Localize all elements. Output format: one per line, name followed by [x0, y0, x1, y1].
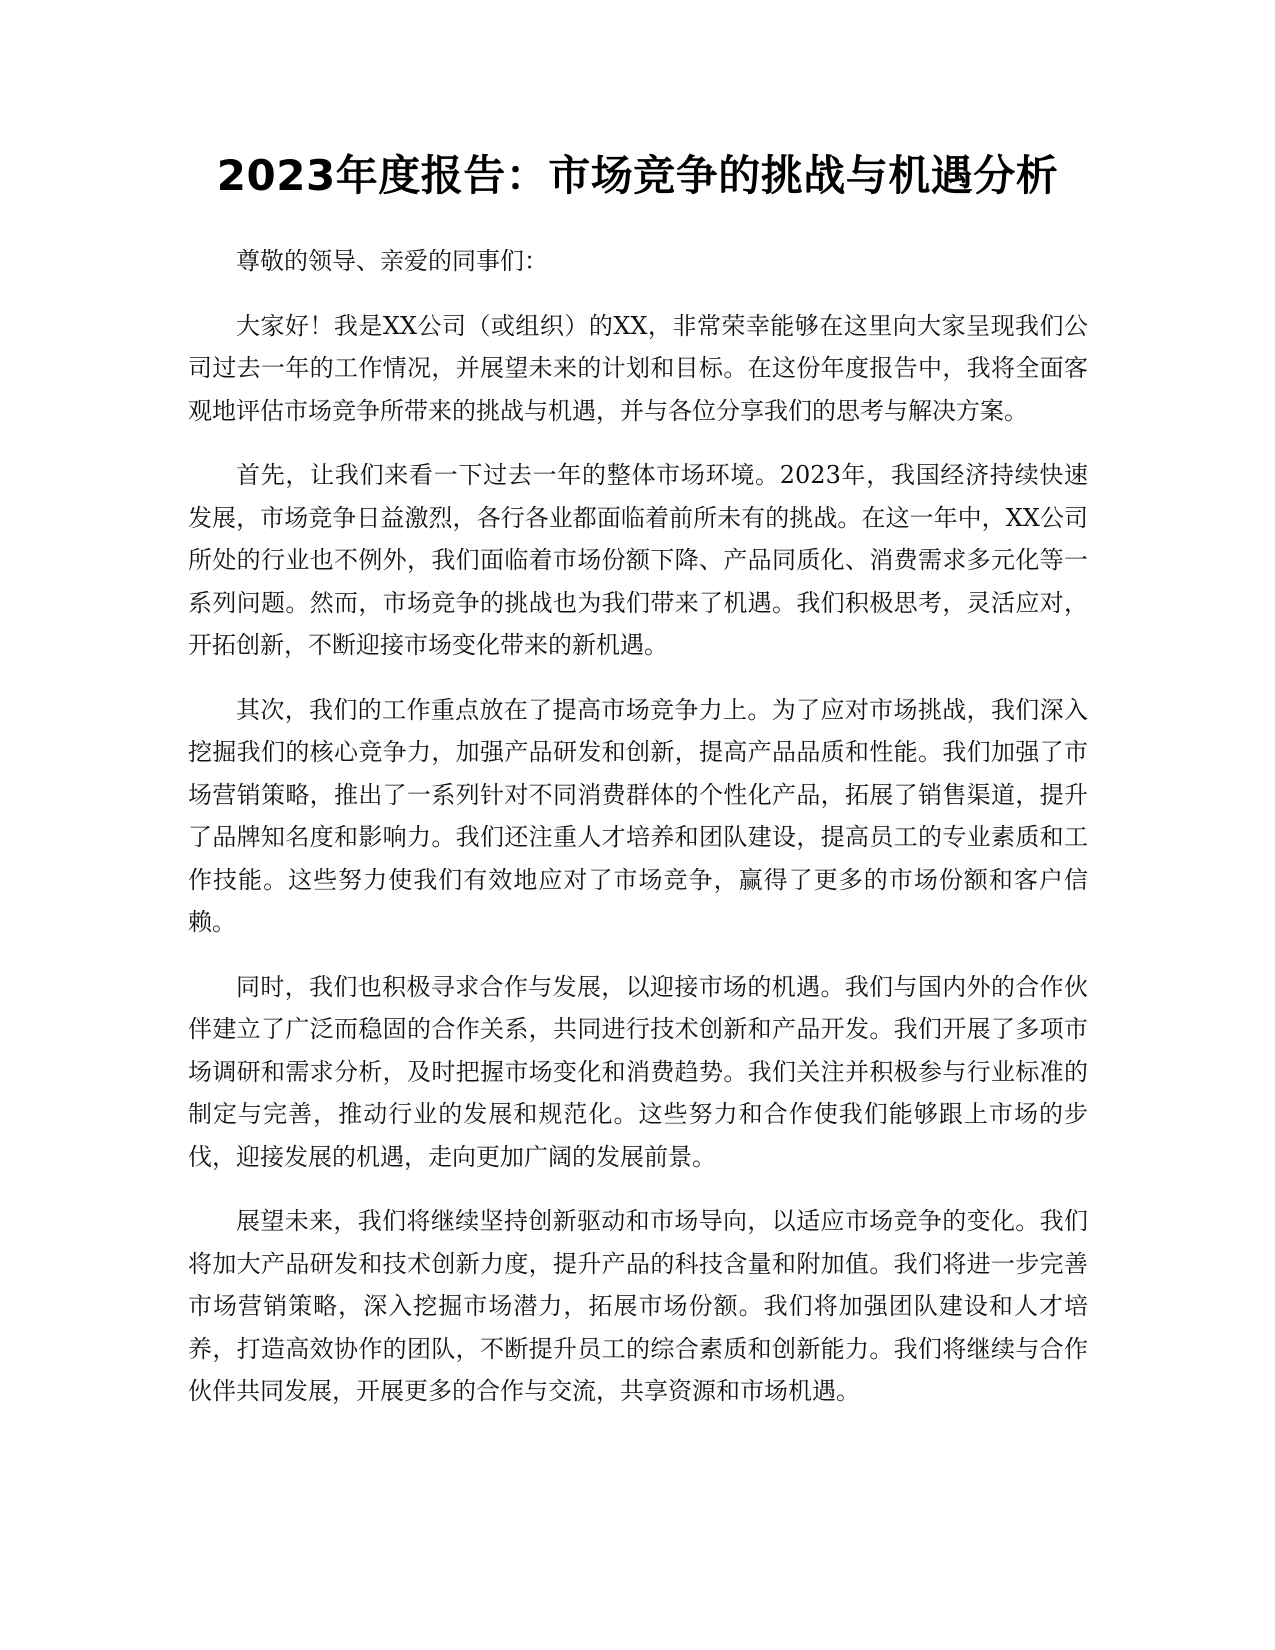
paragraph-outlook: 展望未来，我们将继续坚持创新驱动和市场导向，以适应市场竞争的变化。我们将加大产品研发和技术创新力度，提升产品的科技含量和附加值。我们将进一步完善市场营销策略，深入挖掘市场潜力，拓展市场份额。我们将加强团队建设和人才培养，打造高效协作的团队，不断提升员工的综合素质和创新能力。我们将继续与合作伙伴共同发展，开展更多的合作与交流，共享资源和市场机遇。: [188, 1207, 1088, 1405]
paragraph-competitiveness: 其次，我们的工作重点放在了提高市场竞争力上。为了应对市场挑战，我们深入挖掘我们的核心竞争力，加强产品研发和创新，提高产品品质和性能。我们加强了市场营销策略，推出了一系列针对不同消费群体的个性化产品，拓展了销售渠道，提升了品牌知名度和影响力。我们还注重人才培养和团队建设，提高员工的专业素质和工作技能。这些努力使我们有效地应对了市场竞争，赢得了更多的市场份额和客户信赖。: [188, 695, 1088, 936]
document-body: [188, 240, 1088, 1435]
salutation: 尊敬的领导、亲爱的同事们：: [236, 247, 548, 275]
page-title: 2023年度报告：市场竞争的挑战与机遇分析: [216, 151, 1059, 200]
paragraph-market-environment: 首先，让我们来看一下过去一年的整体市场环境。2023年，我国经济持续快速发展，市场竞争日益激烈，各行各业都面临着前所未有的挑战。在这一年中，XX公司所处的行业也不例外，我们面临着市场份额下降、产品同质化、消费需求多元化等一系列问题。然而，市场竞争的挑战也为我们带来了机遇。我们积极思考，灵活应对，开拓创新，不断迎接市场变化带来的新机遇。: [188, 461, 1088, 659]
paragraph-cooperation: 同时，我们也积极寻求合作与发展，以迎接市场的机遇。我们与国内外的合作伙伴建立了广泛而稳固的合作关系，共同进行技术创新和产品开发。我们开展了多项市场调研和需求分析，及时把握市场变化和消费趋势。我们关注并积极参与行业标准的制定与完善，推动行业的发展和规范化。这些努力和合作使我们能够跟上市场的步伐，迎接发展的机遇，走向更加广阔的发展前景。: [188, 972, 1088, 1171]
paragraph-intro: 大家好！我是XX公司（或组织）的XX，非常荣幸能够在这里向大家呈现我们公司过去一年的工作情况，并展望未来的计划和目标。在这份年度报告中，我将全面客观地评估市场竞争所带来的挑战与机遇，并与各位分享我们的思考与解决方案。: [188, 311, 1088, 425]
